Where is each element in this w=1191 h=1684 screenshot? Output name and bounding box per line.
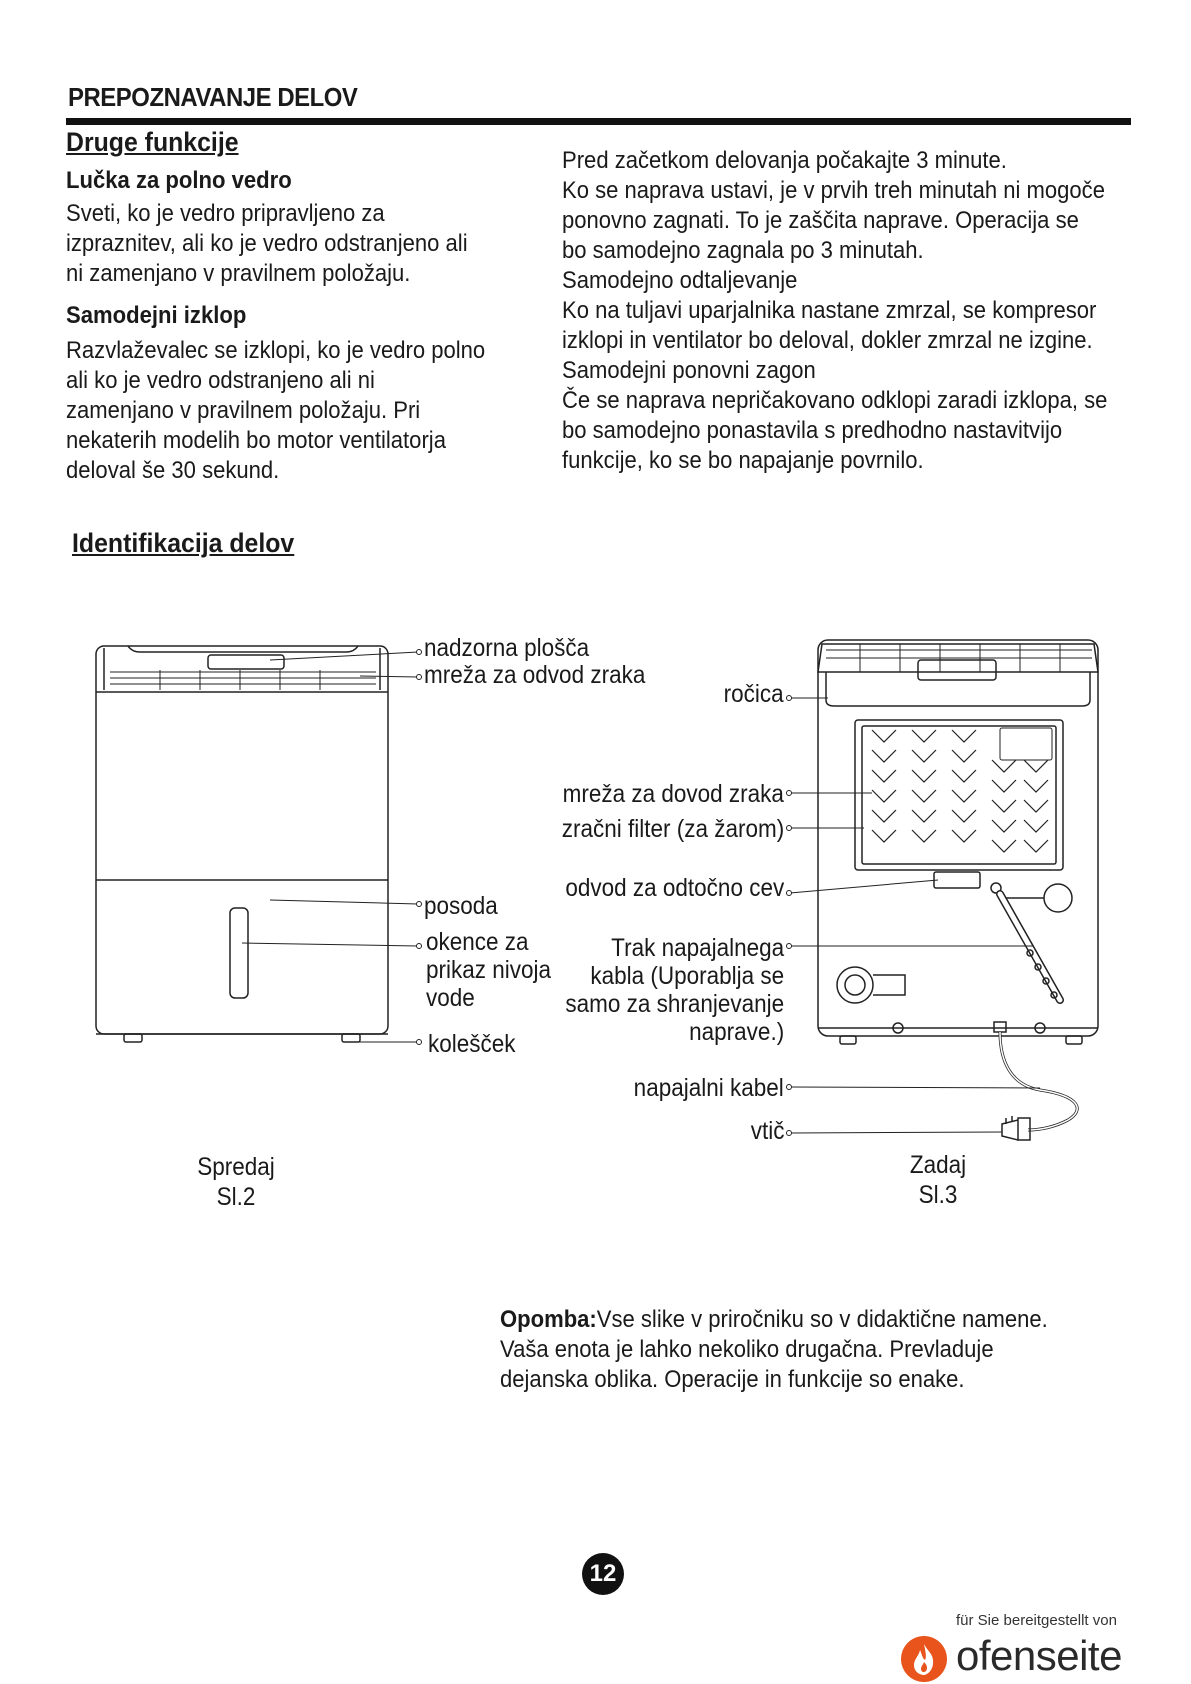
- label-handle: ročica: [723, 680, 784, 708]
- front-unit-drawing: [96, 646, 388, 1042]
- back-unit-drawing: [818, 640, 1098, 1140]
- flame-logo-icon: [898, 1634, 950, 1684]
- label-plug: vtič: [750, 1117, 784, 1145]
- label-power-cord: napajalni kabel: [633, 1074, 784, 1102]
- note-block: Opomba:Vse slike v priročniku so v didaktične namene. Vaša enota je lahko nekoliko drugačna. Prevladuje dejanska oblika. Operacije in funkcije so enake.: [500, 1306, 1048, 1393]
- other-functions-heading: Druge funkcije: [66, 127, 239, 157]
- auto-shutoff-text: Razvlaževalec se izklopi, ko je vedro polno ali ko je vedro odstranjeno ali ni zamenjano v pravilnem položaju. Pri nekaterih modelih bo motor ventilatorja deloval še 30 sekund.: [66, 337, 486, 484]
- brand-wordmark: ofenseite: [956, 1632, 1122, 1679]
- front-leader-lines: [242, 652, 418, 1042]
- identification-heading: Identifikacija delov: [72, 528, 295, 558]
- provided-by-text: für Sie bereitgestellt von: [956, 1612, 1117, 1629]
- label-air-filter: zračni filter (za žarom): [561, 815, 784, 843]
- label-wheel: kolešček: [428, 1030, 516, 1058]
- label-drain-outlet: odvod za odtočno cev: [565, 874, 784, 902]
- label-control-panel: nadzorna plošča: [424, 634, 590, 662]
- label-tank: posoda: [424, 892, 498, 920]
- section-title: PREPOZNAVANJE DELOV: [68, 82, 358, 112]
- label-water-window: okence za prikaz nivoja vode: [426, 928, 552, 1012]
- page-number: 12: [582, 1553, 624, 1595]
- front-caption: Spredaj Sl.2: [197, 1153, 275, 1211]
- auto-shutoff-title: Samodejni izklop: [66, 302, 247, 329]
- full-bucket-light-title: Lučka za polno vedro: [66, 167, 292, 194]
- label-air-inlet: mreža za dovod zraka: [562, 780, 784, 808]
- label-air-outlet: mreža za odvod zraka: [424, 661, 646, 689]
- label-cord-strap: Trak napajalnega kabla (Uporablja se samo za shranjevanje naprave.): [565, 934, 784, 1046]
- back-caption: Zadaj Sl.3: [909, 1151, 967, 1209]
- right-column-text: Pred začetkom delovanja počakajte 3 minute. Ko se naprava ustavi, je v prvih treh minutah ni mogoče ponovno zagnati. To je zaščita naprave. Operacija se bo samodejno zagnala po 3 minutah. Samodejno odtaljevanje Ko na tuljavi uparjalnika nastane zmrzal, se kompresor izklopi in ventilator bo deloval, dokler zmrzal ne izgine. Samodejni ponovni zagon Če se naprava nepričakovano odklopi zaradi izklopa, se bo samodejno ponastavila s predhodno nastavitvijo funkcije, ko se bo napajanje povrnilo.: [562, 147, 1108, 474]
- note-label: Opomba:: [500, 1306, 597, 1333]
- back-leader-lines: [790, 698, 1040, 1133]
- full-bucket-light-text: Sveti, ko je vedro pripravljeno za izpraznitev, ali ko je vedro odstranjeno ali ni zamenjano v pravilnem položaju.: [66, 200, 468, 287]
